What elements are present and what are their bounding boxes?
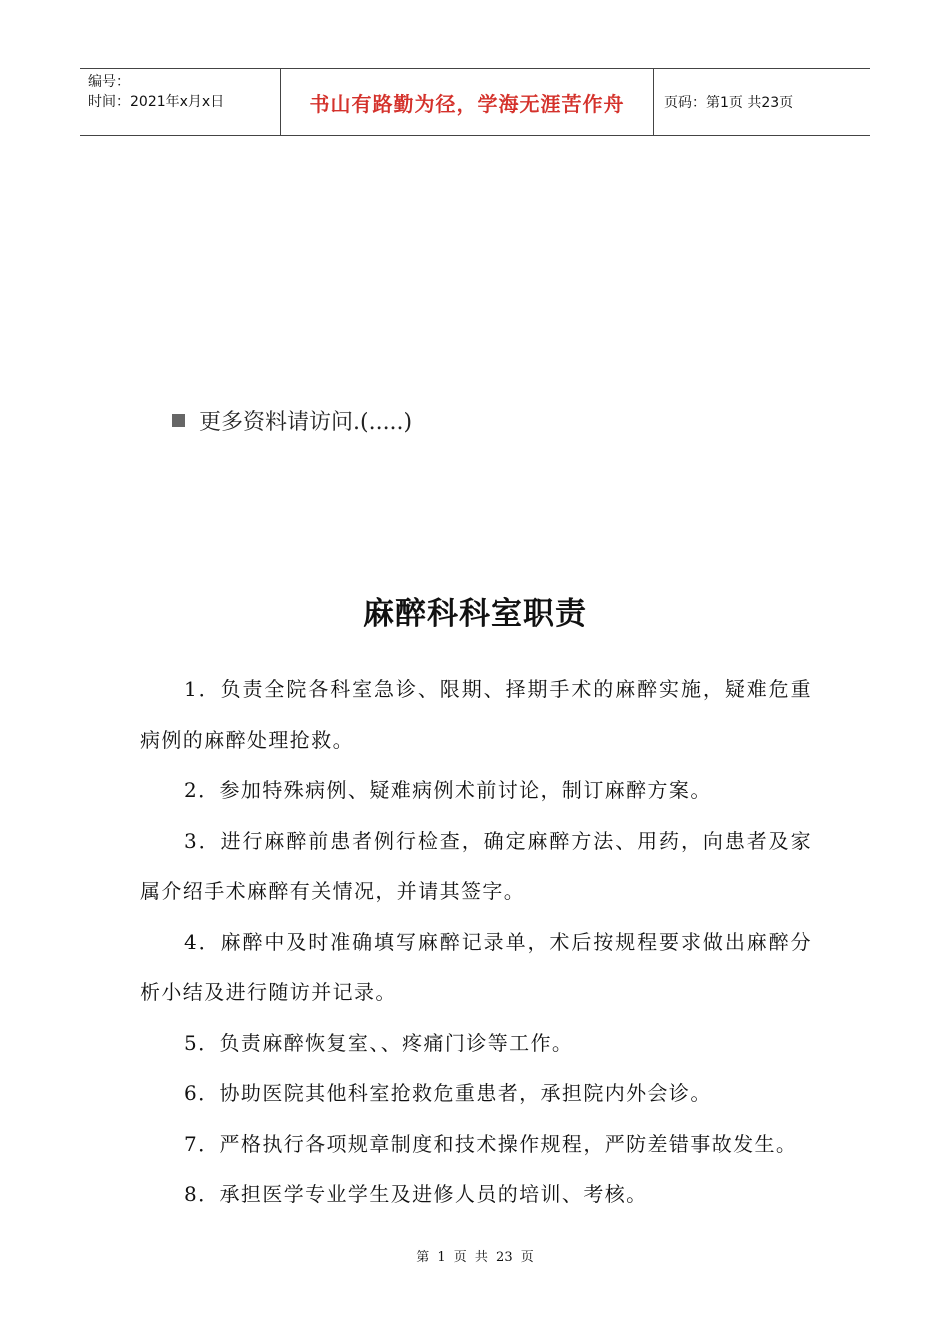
header-motto-cell bbox=[280, 69, 654, 135]
page-code: 页码：第1页 共23页 bbox=[664, 95, 794, 111]
duty-item: 7．严格执行各项规章制度和技术操作规程，严防差错事故发生。 bbox=[184, 1131, 798, 1156]
header-meta bbox=[80, 69, 280, 135]
number-label: 编号： bbox=[88, 74, 130, 90]
document-header bbox=[80, 68, 870, 136]
more-info-link[interactable] bbox=[172, 405, 412, 436]
duty-item: 6．协助医院其他科室抢救危重患者，承担院内外会诊。 bbox=[184, 1081, 712, 1105]
more-info-text: 更多资料请访问.(.....) bbox=[199, 410, 413, 435]
duty-list bbox=[140, 664, 812, 1220]
duty-item: 5．负责麻醉恢复室、、疼痛门诊等工作。 bbox=[184, 1030, 574, 1055]
motto-text: 书山有路勤为径，学海无涯苦作舟 bbox=[309, 91, 625, 116]
duty-item: 4．麻醉中及时准确填写麻醉记录单，术后按规程要求做出麻醉分析小结及进行随访并记录。 bbox=[140, 929, 812, 1004]
duty-item: 1．负责全院各科室急诊、限期、择期手术的麻醉实施，疑难危重病例的麻醉处理抢救。 bbox=[140, 677, 812, 752]
page-footer: 第 1 页 共 23 页 bbox=[416, 1250, 534, 1265]
document-title: 麻醉科科室职责 bbox=[363, 596, 587, 632]
duty-item: 2．参加特殊病例、疑难病例术前讨论，制订麻醉方案。 bbox=[184, 778, 712, 802]
duty-item: 8．承担医学专业学生及进修人员的培训、考核。 bbox=[184, 1182, 648, 1206]
square-bullet-icon bbox=[172, 414, 185, 427]
time-label: 时间：2021年x月x日 bbox=[88, 94, 225, 110]
duty-item: 3．进行麻醉前患者例行检查，确定麻醉方法、用药，向患者及家属介绍手术麻醉有关情况，并请其签字。 bbox=[140, 828, 812, 903]
header-page-cell bbox=[654, 69, 870, 135]
